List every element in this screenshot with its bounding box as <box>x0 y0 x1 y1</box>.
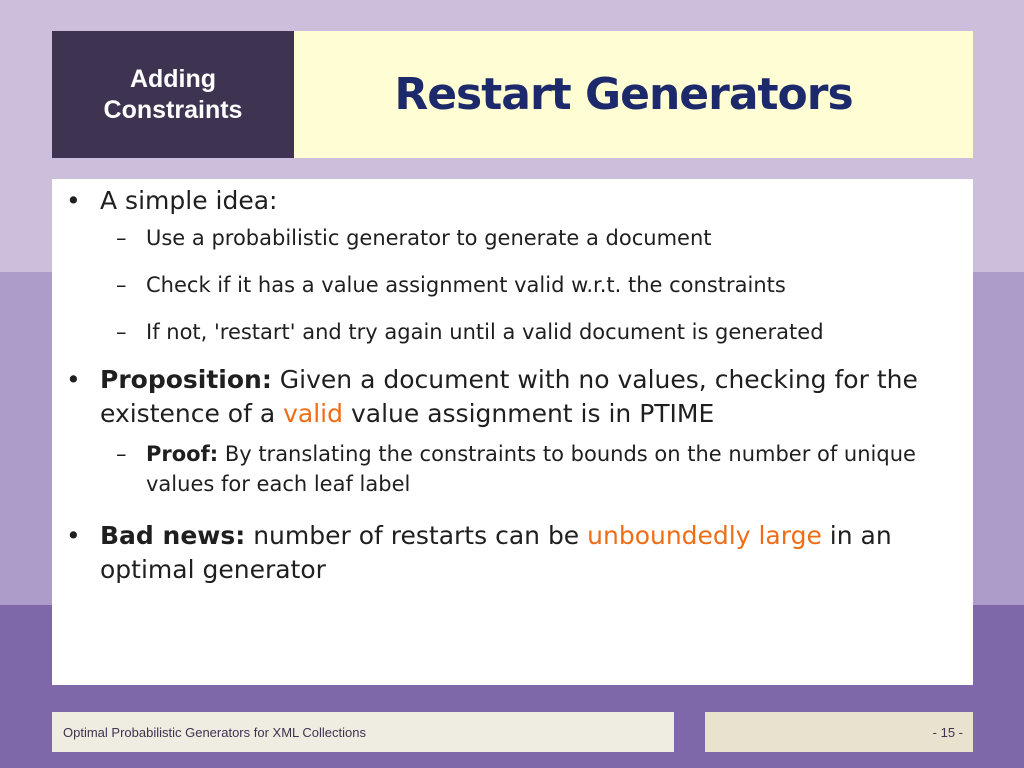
bullet-label: Bad news: <box>100 521 246 550</box>
sub-bullet <box>62 223 963 253</box>
highlight-text: valid <box>283 399 344 428</box>
bullet-text: Given a document with no values, checking for the existence of a <box>100 365 918 428</box>
section-label <box>52 31 294 158</box>
dash-icon: – <box>116 226 127 250</box>
sub-bullet-text: Check if it has a value assignment valid w.r.t. the constraints <box>146 273 786 297</box>
bullet-text: A simple idea: <box>100 186 278 215</box>
footer-title <box>52 712 674 752</box>
footer-title-text: Optimal Probabilistic Generators for XML Collections <box>63 724 366 740</box>
sub-bullet-label: Proof: <box>146 442 219 466</box>
content-panel <box>52 179 973 685</box>
sub-bullet <box>62 270 963 300</box>
slide-title: Restart Generators <box>394 69 853 120</box>
bullet-text: value assignment is in PTIME <box>343 399 715 428</box>
bullet-text: in an optimal generator <box>100 521 892 584</box>
bullet-dot-icon: • <box>66 186 81 215</box>
sub-bullet-text: If not, 'restart' and try again until a valid document is generated <box>146 320 824 344</box>
highlight-text: unboundedly large <box>587 521 822 550</box>
dash-icon: – <box>116 442 127 466</box>
section-label-line2: Constraints <box>103 95 243 124</box>
bullet-text: number of restarts can be <box>245 521 588 550</box>
bullet-dot-icon: • <box>66 365 81 394</box>
page-number-text: - 15 - <box>932 724 963 740</box>
sub-bullet-text: By translating the constraints to bounds on the number of unique values for each leaf label <box>146 442 916 496</box>
dash-icon: – <box>116 273 127 297</box>
sub-bullet-text: Use a probabilistic generator to generate a document <box>146 226 712 250</box>
section-label-line1: Adding <box>129 64 217 93</box>
bullet-proposition <box>62 363 963 431</box>
dash-icon: – <box>116 320 127 344</box>
bullet-dot-icon: • <box>66 521 81 550</box>
sub-bullet <box>62 317 963 347</box>
bullet-label: Proposition: <box>100 365 272 394</box>
bullet-bad-news <box>62 519 963 587</box>
footer-page-number <box>705 712 973 752</box>
bullet-simple-idea <box>62 184 963 218</box>
sub-bullet-proof <box>62 439 963 499</box>
title-bar <box>294 31 973 158</box>
